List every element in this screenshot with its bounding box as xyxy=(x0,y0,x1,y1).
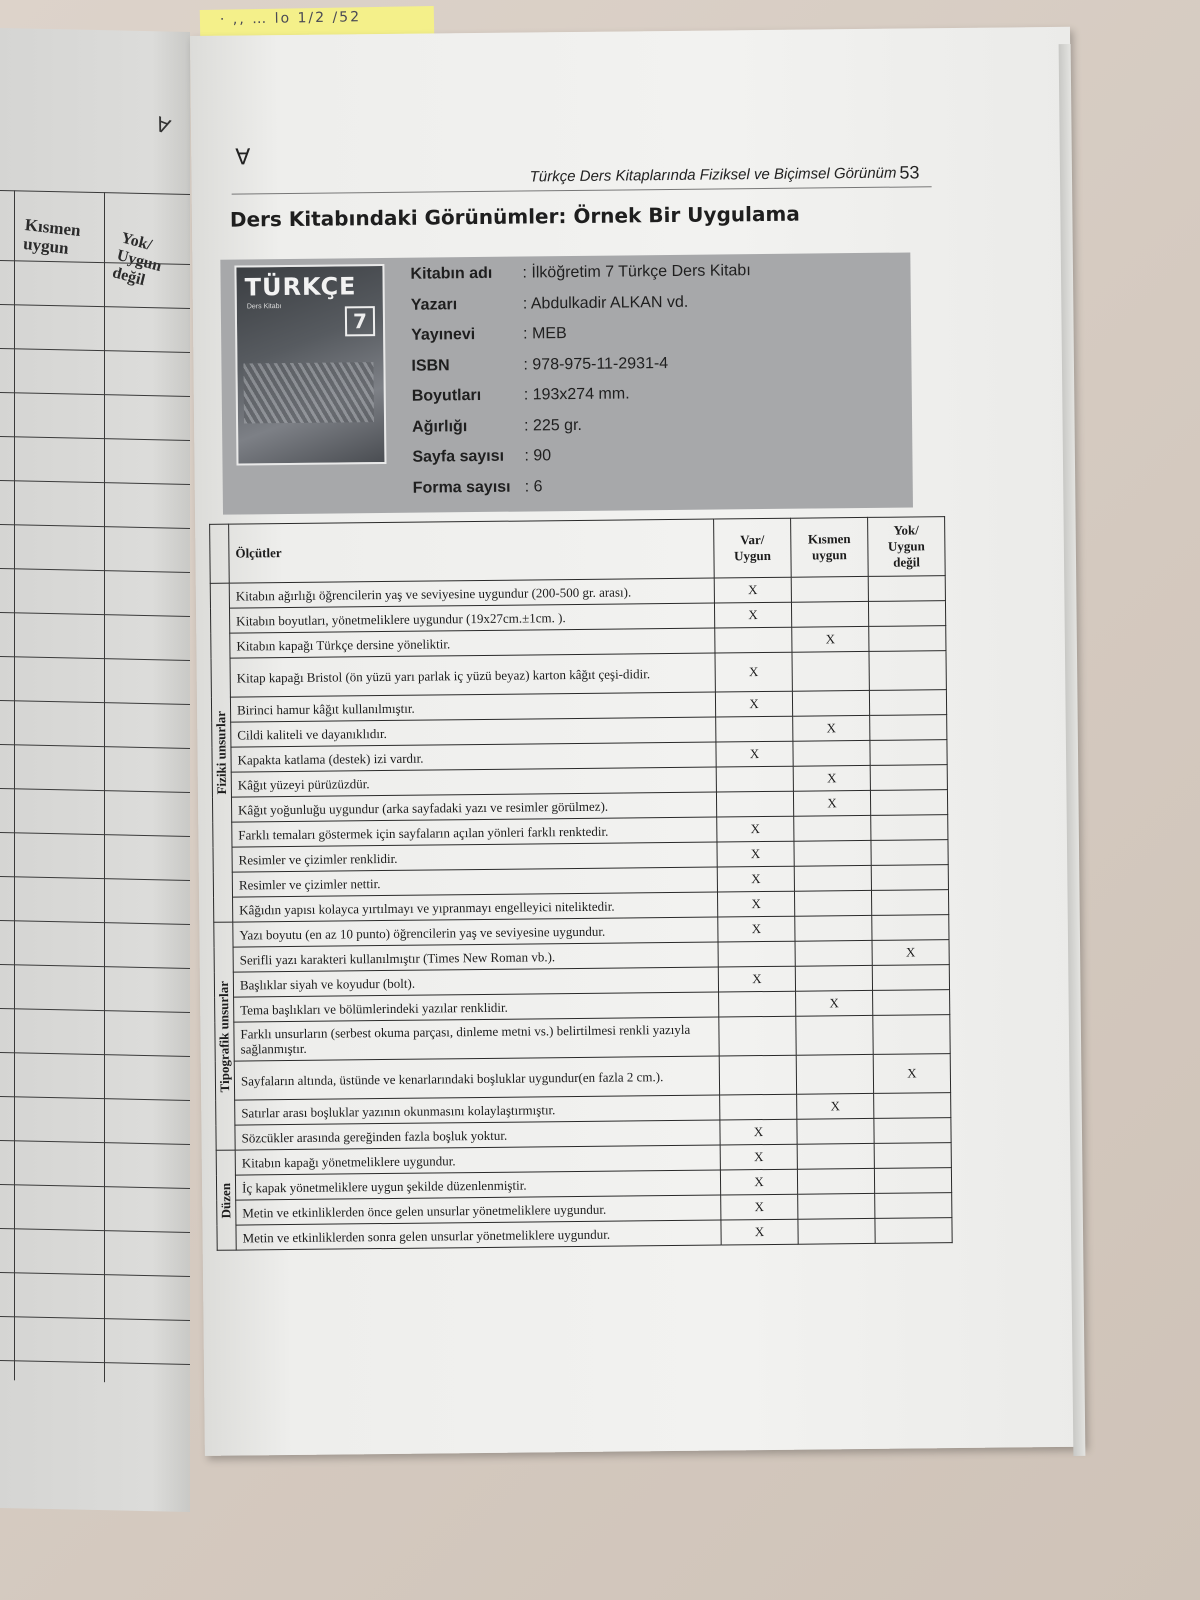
mark-kismen xyxy=(794,815,871,841)
table-rule xyxy=(0,788,190,793)
book-info-row xyxy=(411,319,567,351)
table-rule xyxy=(0,744,190,749)
criterion-text: Kitabın kapağı Türkçe dersine yöneliktir. xyxy=(230,628,715,658)
mark-var xyxy=(720,1094,797,1120)
book-info-label: Forma sayısı xyxy=(412,478,511,497)
var-uygun-header: Var/ Uygun xyxy=(714,518,792,578)
cover-subtitle: Ders Kitabı xyxy=(246,303,282,311)
table-rule xyxy=(0,700,190,705)
mark-var xyxy=(719,1016,796,1056)
mark-kismen xyxy=(797,1143,874,1169)
table-rule xyxy=(0,832,190,837)
criterion-text: Serifli yazı karakteri kullanılmıştır (Times New Roman vb.). xyxy=(233,942,718,972)
mark-kismen xyxy=(798,1193,875,1219)
mark-yok xyxy=(871,840,948,866)
mark-var xyxy=(716,766,793,792)
mark-yok xyxy=(874,1143,951,1169)
mark-yok xyxy=(873,990,950,1016)
publisher-logo-icon: Ɐ xyxy=(235,145,251,171)
category-label: Tipografik unsurlar xyxy=(215,980,233,1092)
category-label: Düzen xyxy=(218,1182,234,1218)
book-info-row xyxy=(412,441,551,472)
table-rule xyxy=(0,920,190,925)
table-rule xyxy=(0,1272,190,1277)
mark-var: X xyxy=(715,691,792,717)
table-rule xyxy=(0,348,190,353)
table-rule xyxy=(0,612,190,617)
mark-yok xyxy=(874,1093,951,1119)
page-number: 53 xyxy=(899,162,920,183)
criterion-text: Kâğıt yoğunluğu uygundur (arka sayfadaki yazı ve resimler görülmez). xyxy=(231,792,716,822)
book-info-row xyxy=(413,472,543,503)
category-label: Fiziki unsurlar xyxy=(213,710,229,795)
mark-var xyxy=(719,1055,796,1095)
yok-uygun-degil-header: Yok/ Uygun değil xyxy=(868,517,946,577)
mark-yok xyxy=(870,765,947,791)
table-rule xyxy=(0,964,190,969)
criterion-text: Sayfaların altında, üstünde ve kenarlarındaki boşluklar uygundur(en fazla 2 cm.). xyxy=(234,1056,719,1100)
criterion-text: Kâğıt yüzeyi pürüzüzdür. xyxy=(231,767,716,797)
sticky-note-text: · ,, … lo 1/2 /52 xyxy=(219,9,362,28)
criterion-text: Kapakta katlama (destek) izi vardır. xyxy=(231,742,716,772)
book-info-label: ISBN xyxy=(411,356,450,375)
criteria-table xyxy=(209,516,953,1251)
book-info-row xyxy=(410,256,751,290)
left-col-header-yok: Yok/ Uygun değil xyxy=(110,229,164,290)
mark-var: X xyxy=(721,1194,798,1220)
mark-yok xyxy=(875,1193,952,1219)
criterion-text: Farklı temaları göstermek için sayfaların açılan yönleri farklı renktedir. xyxy=(232,817,717,847)
criterion-text: Kâğıdın yapısı kolayca yırtılmayı ve yıpranmayı engelleyici niteliktedir. xyxy=(233,892,718,922)
criterion-text: Yazı boyutu (en az 10 punto) öğrencilerin yaş ve seviyesine uygundur. xyxy=(233,917,718,947)
mark-var xyxy=(716,791,793,817)
mark-kismen: X xyxy=(797,1093,874,1119)
running-head: Türkçe Ders Kitaplarında Fiziksel ve Biçimsel Görünüm xyxy=(529,164,897,186)
book-info-row xyxy=(411,349,668,382)
table-rule xyxy=(0,1184,190,1189)
mark-var xyxy=(716,716,793,742)
book-info-value: : 193x274 mm. xyxy=(523,385,630,404)
criterion-text: İç kapak yönetmeliklere uygun şekilde düzenlenmiştir. xyxy=(235,1170,720,1200)
cover-grade: 7 xyxy=(345,306,375,336)
mark-kismen: X xyxy=(792,626,869,652)
mark-kismen: X xyxy=(793,790,870,816)
category-cell xyxy=(216,1150,236,1250)
table-rule xyxy=(0,392,190,397)
table-rule xyxy=(0,524,190,529)
criterion-text: Sözcükler arasında gereğinden fazla boşluk yoktur. xyxy=(235,1120,720,1150)
criterion-text: Metin ve etkinliklerden sonra gelen unsurlar yönetmeliklere uygundur. xyxy=(236,1220,721,1250)
table-rule xyxy=(0,1140,190,1145)
mark-yok xyxy=(868,601,945,627)
mark-var: X xyxy=(718,966,795,992)
mark-yok xyxy=(869,651,946,691)
mark-kismen xyxy=(792,651,869,691)
mark-yok xyxy=(872,965,949,991)
mark-var: X xyxy=(720,1169,797,1195)
category-header-cell xyxy=(210,524,230,583)
criterion-text: Kitabın ağırlığı öğrencilerin yaş ve seviyesine uygundur (200-500 gr. arası). xyxy=(229,578,714,608)
table-rule xyxy=(0,1360,190,1365)
mark-kismen xyxy=(791,601,868,627)
criterion-text: Metin ve etkinliklerden önce gelen unsurlar yönetmeliklere uygundur. xyxy=(236,1195,721,1225)
table-rule xyxy=(0,436,190,441)
mark-var: X xyxy=(720,1144,797,1170)
criterion-text: Başlıklar siyah ve koyudur (bolt). xyxy=(233,967,718,997)
mark-yok xyxy=(870,715,947,741)
mark-var: X xyxy=(720,1119,797,1145)
cover-title: TÜRKÇE xyxy=(244,272,357,302)
book-info-value: : Abdulkadir ALKAN vd. xyxy=(522,293,689,313)
mark-kismen xyxy=(794,865,871,891)
mark-yok xyxy=(874,1118,951,1144)
table-rule xyxy=(0,304,190,309)
cover-pattern xyxy=(243,362,374,423)
book-info-row xyxy=(412,410,582,442)
table-rule xyxy=(0,1096,190,1101)
mark-yok xyxy=(871,890,948,916)
criterion-text: Kitabın boyutları, yönetmeliklere uygundur (19x27cm.±1cm. ). xyxy=(229,603,714,633)
book-info-label: Kitabın adı xyxy=(410,264,493,283)
mark-kismen xyxy=(797,1118,874,1144)
book-page xyxy=(190,27,1085,1456)
mark-kismen xyxy=(792,690,869,716)
table-rule xyxy=(0,1228,190,1233)
mark-kismen: X xyxy=(796,990,873,1016)
mark-kismen xyxy=(795,940,872,966)
left-page xyxy=(0,28,190,1512)
criterion-text: Tema başlıkları ve bölümlerindeki yazılar renklidir. xyxy=(234,992,719,1022)
mark-kismen xyxy=(791,576,868,602)
mark-kismen xyxy=(794,890,871,916)
criterion-text: Satırlar arası boşluklar yazının okunmasını kolaylaştırmıştır. xyxy=(235,1095,720,1125)
header-rule xyxy=(232,186,932,194)
mark-yok xyxy=(875,1218,952,1244)
table-rule xyxy=(104,192,105,1382)
criterion-text: Cildi kaliteli ve dayanıklıdır. xyxy=(231,717,716,747)
table-rule xyxy=(0,1052,190,1057)
table-rule xyxy=(0,876,190,881)
mark-kismen xyxy=(793,740,870,766)
kismen-uygun-header: Kısmen uygun xyxy=(791,517,869,577)
mark-var: X xyxy=(717,891,794,917)
mark-kismen xyxy=(798,1218,875,1244)
book-info-value: : İlköğretim 7 Türkçe Ders Kitabı xyxy=(522,262,751,282)
book-info-value: : MEB xyxy=(523,325,567,343)
mark-yok: X xyxy=(872,940,949,966)
mark-var: X xyxy=(714,602,791,628)
mark-kismen: X xyxy=(793,765,870,791)
book-cover-image xyxy=(234,264,386,466)
publisher-logo-icon: Ɐ xyxy=(152,111,174,140)
criterion-text: Farklı unsurların (serbest okuma parçası, dinleme metni vs.) belirtilmesi renkli yazıyla sağlanmıştır. xyxy=(234,1017,719,1061)
mark-var: X xyxy=(717,841,794,867)
book-info-label: Boyutları xyxy=(411,386,482,405)
table-rule xyxy=(0,480,190,485)
mark-var xyxy=(715,627,792,653)
mark-yok xyxy=(869,690,946,716)
left-col-header-kismen: Kısmen uygun xyxy=(22,215,82,258)
mark-yok: X xyxy=(873,1054,950,1094)
book-info-box xyxy=(220,252,913,514)
criterion-text: Kitabın kapağı yönetmeliklere uygundur. xyxy=(235,1145,720,1175)
book-info-label: Sayfa sayısı xyxy=(412,447,505,466)
book-info-value: : 978-975-11-2931-4 xyxy=(523,354,669,374)
mark-kismen xyxy=(795,965,872,991)
mark-kismen xyxy=(796,1015,873,1055)
mark-kismen xyxy=(795,915,872,941)
mark-var: X xyxy=(717,816,794,842)
mark-yok xyxy=(870,790,947,816)
book-info-row xyxy=(411,287,689,320)
mark-kismen xyxy=(796,1054,873,1094)
table-rule xyxy=(0,190,190,195)
mark-kismen: X xyxy=(793,715,870,741)
mark-var: X xyxy=(721,1219,798,1245)
table-rule xyxy=(0,656,190,661)
mark-var xyxy=(718,941,795,967)
mark-var: X xyxy=(716,741,793,767)
table-rule xyxy=(0,568,190,573)
category-cell xyxy=(210,583,233,922)
mark-yok xyxy=(871,815,948,841)
mark-var: X xyxy=(715,652,792,692)
mark-var: X xyxy=(714,577,791,603)
criteria-header: Ölçütler xyxy=(229,519,715,583)
mark-yok xyxy=(869,626,946,652)
mark-var xyxy=(719,991,796,1017)
table-header-row xyxy=(210,517,946,584)
mark-yok xyxy=(873,1015,950,1055)
criterion-text: Kitap kapağı Bristol (ön yüzü yarı parlak iç yüzü beyaz) karton kâğıt çeşi-didir. xyxy=(230,653,715,697)
mark-yok xyxy=(871,865,948,891)
mark-kismen xyxy=(797,1168,874,1194)
book-info-label: Ağırlığı xyxy=(412,417,468,436)
book-info-label: Yayınevi xyxy=(411,326,476,344)
table-rule xyxy=(0,1316,190,1321)
mark-yok xyxy=(874,1168,951,1194)
category-cell xyxy=(214,922,235,1150)
table-rule xyxy=(14,190,15,1380)
book-info-value: : 90 xyxy=(524,447,552,465)
table-rule xyxy=(0,1008,190,1013)
mark-var: X xyxy=(717,866,794,892)
book-info-label: Yazarı xyxy=(410,295,458,314)
book-info-value: : 225 gr. xyxy=(524,416,583,435)
criterion-text: Resimler ve çizimler renklidir. xyxy=(232,842,717,872)
section-title: Ders Kitabındaki Görünümler: Örnek Bir Uygulama xyxy=(229,201,800,232)
criterion-text: Resimler ve çizimler nettir. xyxy=(232,867,717,897)
mark-yok xyxy=(870,740,947,766)
mark-kismen xyxy=(794,840,871,866)
mark-yok xyxy=(868,576,945,602)
book-info-value: : 6 xyxy=(524,477,543,496)
book-info-row xyxy=(412,379,630,411)
mark-yok xyxy=(872,915,949,941)
mark-var: X xyxy=(718,916,795,942)
criterion-text: Birinci hamur kâğıt kullanılmıştır. xyxy=(230,692,715,722)
